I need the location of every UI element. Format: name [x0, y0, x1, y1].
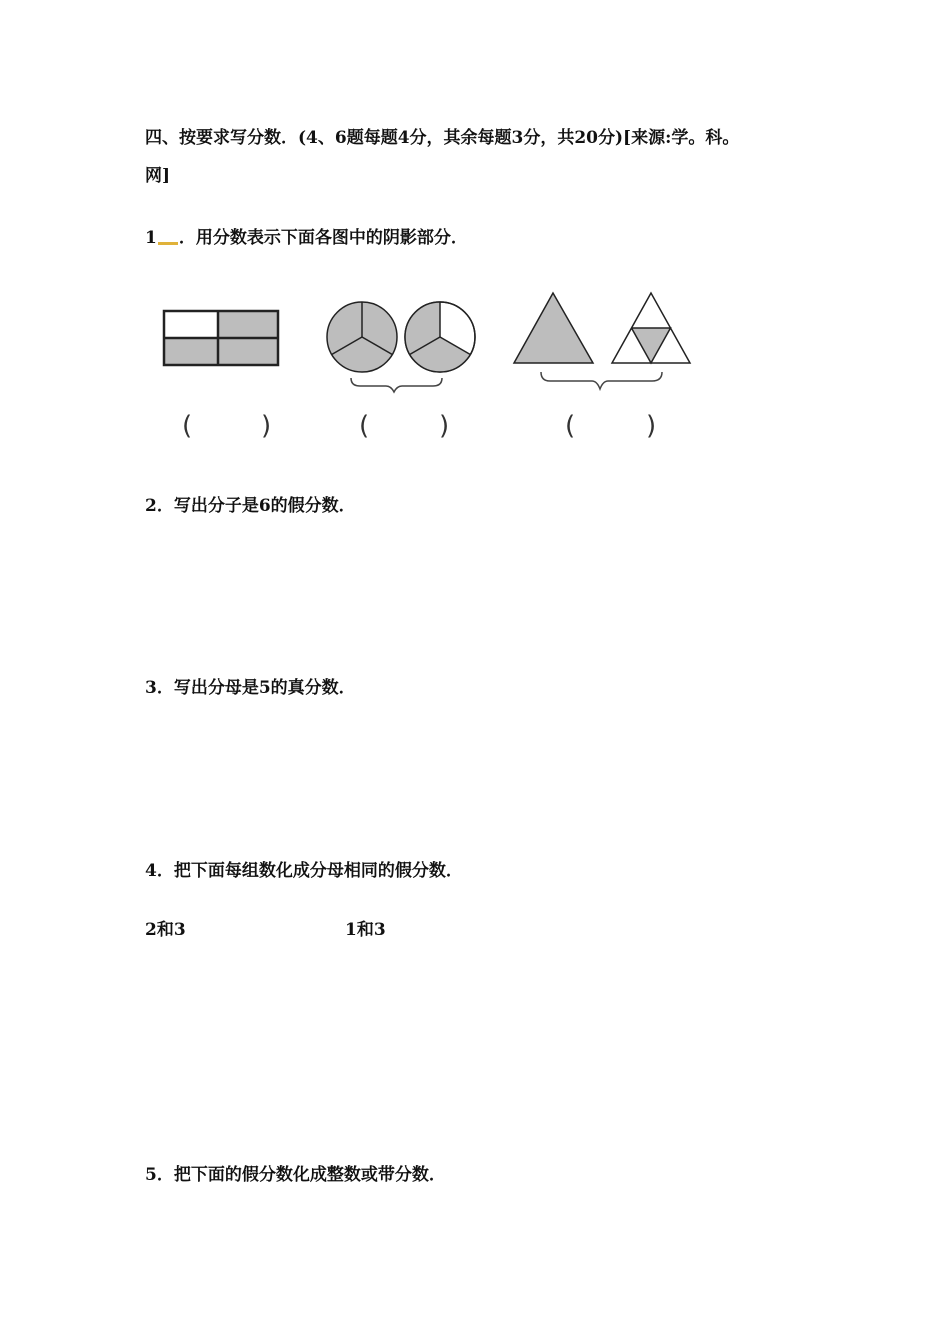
triangle-figure-2 — [612, 293, 690, 363]
rect-shaded-top-right — [218, 311, 278, 338]
answer-blank-2-close: ) — [439, 411, 450, 441]
question-1-number: 1 — [145, 228, 157, 248]
answer-blank-1-close: ) — [261, 411, 272, 441]
question-5: 5．把下面的假分数化成整数或带分数． — [145, 1165, 446, 1185]
triangle-figure-1 — [514, 293, 593, 363]
question-1-text: ．用分数表示下面各图中的阴影部分． — [178, 228, 468, 248]
question-4: 4．把下面每组数化成分母相同的假分数． — [145, 861, 463, 881]
rectangle-figure — [164, 311, 278, 365]
section-title-line1: 四、按要求写分数．(4、6题每题4分，其余每题3分，共20分)[来源:学。科。 — [145, 128, 740, 148]
section-title-line2: 网] — [145, 166, 171, 186]
rect-shaded-bottom — [164, 338, 278, 365]
answer-blank-3-close: ) — [646, 411, 657, 441]
fraction-figures — [0, 0, 950, 460]
answer-blank-1-open: ( — [182, 411, 193, 441]
circle-figure-1 — [327, 302, 397, 372]
question-4-pair-1: 2和3 — [145, 920, 186, 940]
triangles-brace — [541, 372, 662, 389]
question-4-pair-2: 1和3 — [345, 920, 386, 940]
circles-brace — [351, 378, 442, 392]
question-3: 3．写出分母是5的真分数． — [145, 678, 356, 698]
answer-blank-2-open: ( — [359, 411, 370, 441]
answer-blank-3-open: ( — [565, 411, 576, 441]
circle-figure-2 — [405, 302, 475, 372]
question-2: 2．写出分子是6的假分数． — [145, 496, 356, 516]
